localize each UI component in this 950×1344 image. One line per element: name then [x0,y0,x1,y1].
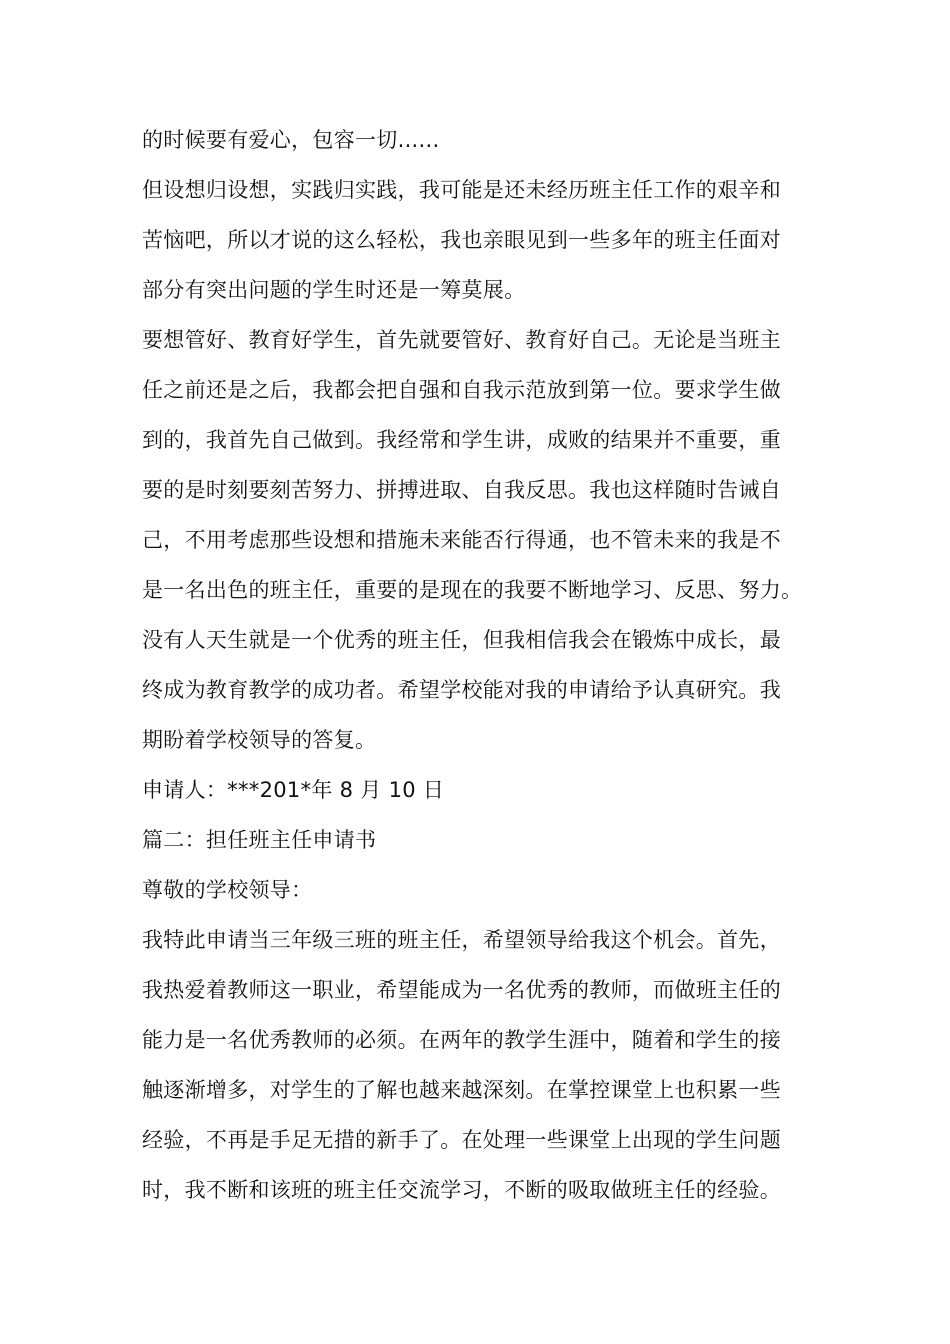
text-line: 任之前还是之后，我都会把自强和自我示范放到第一位。要求学生做 [142,378,781,402]
text-line: 部分有突出问题的学生时还是一筹莫展。 [142,278,526,302]
text-line: 终成为教育教学的成功者。希望学校能对我的申请给予认真研究。我 [142,678,781,702]
text-line: 的时候要有爱心，包容一切...... [142,128,440,152]
text-line: 触逐渐增多，对学生的了解也越来越深刻。在掌控课堂上也积累一些 [142,1078,781,1102]
text-line: 己，不用考虑那些设想和措施未来能否行得通，也不管未来的我是不 [142,528,781,552]
text-line: 要想管好、教育好学生，首先就要管好、教育好自己。无论是当班主 [142,328,781,352]
text-line: 到的，我首先自己做到。我经常和学生讲，成败的结果并不重要，重 [142,428,781,452]
text-line: 没有人天生就是一个优秀的班主任，但我相信我会在锻炼中成长，最 [142,628,781,652]
text-line: 我特此申请当三年级三班的班主任，希望领导给我这个机会。首先， [142,928,781,952]
applicant-signature-line: 申请人：***201*年 8 月 10 日 [142,778,445,802]
text-line: 时，我不断和该班的班主任交流学习，不断的吸取做班主任的经验。 [142,1178,781,1202]
salutation: 尊敬的学校领导： [142,878,313,902]
text-line: 经验，不再是手足无措的新手了。在处理一些课堂上出现的学生问题 [142,1128,781,1152]
text-line: 苦恼吧，所以才说的这么轻松，我也亲眼见到一些多年的班主任面对 [142,228,781,252]
section-title: 篇二：担任班主任申请书 [142,828,377,852]
text-line: 但设想归设想，实践归实践，我可能是还未经历班主任工作的艰辛和 [142,178,781,202]
text-line: 是一名出色的班主任，重要的是现在的我要不断地学习、反思、努力。 [142,578,803,602]
text-line: 期盼着学校领导的答复。 [142,728,377,752]
text-line: 要的是时刻要刻苦努力、拼搏进取、自我反思。我也这样随时告诫自 [142,478,781,502]
text-line: 我热爱着教师这一职业，希望能成为一名优秀的教师，而做班主任的 [142,978,781,1002]
text-line: 能力是一名优秀教师的必须。在两年的教学生涯中，随着和学生的接 [142,1028,781,1052]
